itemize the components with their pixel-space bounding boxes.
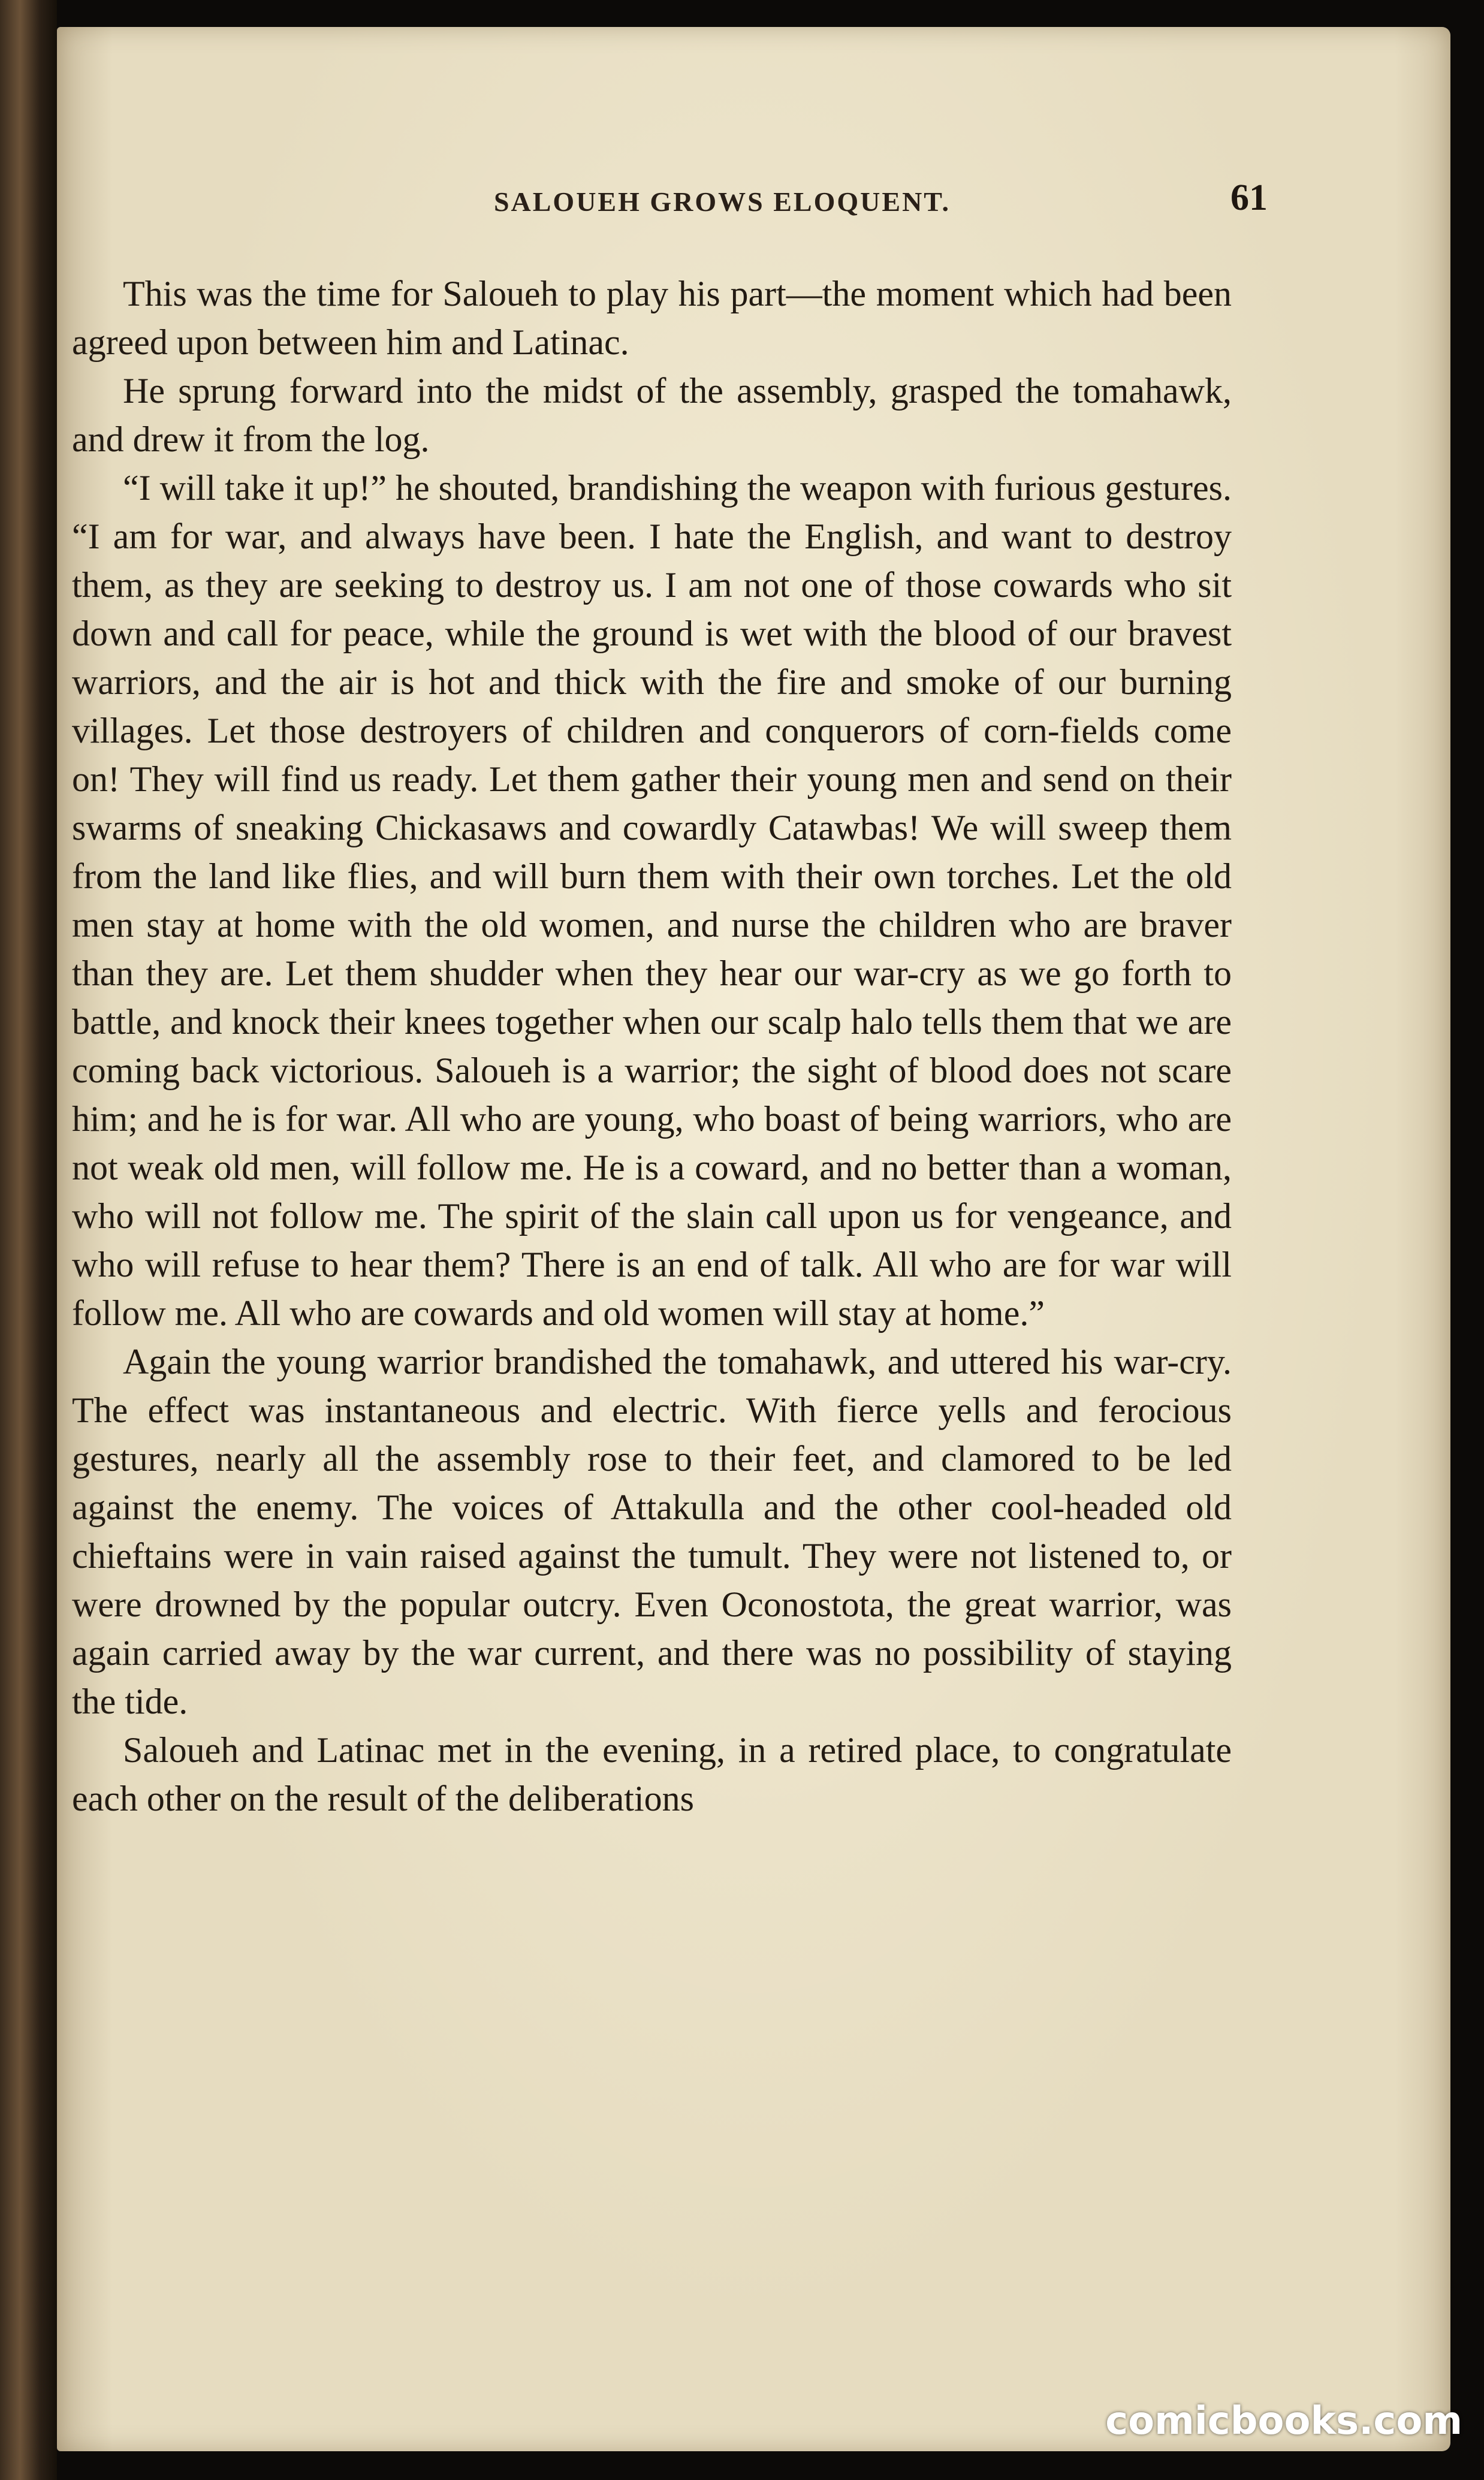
paragraph: This was the time for Saloueh to play his part—the moment which had been agreed upon between him and Latinac. [72, 274, 1232, 362]
book-page [57, 27, 1450, 2451]
running-head [57, 162, 1450, 234]
paragraph: He sprung forward into the midst of the assembly, grasped the tomahawk, and drew it from the log. [72, 371, 1232, 459]
paragraph: Again the young warrior brandished the tomahawk, and uttered his war-cry. The effect was instantaneous and electric. With fierce yells and ferocious gestures, nearly all the assembly rose to their feet, and clamored to be led against the enemy. The voices of Attakulla and the other cool-headed old chieftains were in vain raised against the tumult. They were not listened to, or were drowned by the popular outcry. Even Oconostota, the great warrior, was again carried away by the war current, and there was no possibility of staying the tide. [72, 1342, 1232, 1721]
body-text [72, 270, 1232, 1823]
running-head-title: SALOUEH GROWS ELOQUENT. [493, 186, 951, 217]
paragraph: Saloueh and Latinac met in the evening, in a retired place, to congratulate each other on the result of the deliberations [72, 1730, 1232, 1818]
page-number: 61 [1230, 177, 1268, 218]
book-spine [0, 0, 57, 2480]
paragraph: “I will take it up!” he shouted, brandishing the weapon with furious gestures. “I am for war, and always have been. I hate the English, and want to destroy them, as they are seeking to destroy us. I am not one of those cowards who sit down and call for peace, while the ground is wet with the blood of our bravest warriors, and the air is hot and thick with the fire and smoke of our burning villages. Let those destroyers of children and conquerors of corn-fields come on! They will find us ready. Let them gather their young men and send on their swarms of sneaking Chickasaws and cowardly Catawbas! We will sweep them from the land like flies, and will burn them with their own torches. Let the old men stay at home with the old women, and nurse the children who are braver than they are. Let them shudder when they hear our war-cry as we go forth to battle, and knock their knees together when our scalp halo tells them that we are coming back victorious. Saloueh is a warrior; the sight of blood does not scare him; and he is for war. All who are young, who boast of being warriors, who are not weak old men, will follow me. He is a coward, and no better than a woman, who will not follow me. The spirit of the slain call upon us for vengeance, and who will refuse to hear them? There is an end of talk. All who are for war will follow me. All who are cowards and old women will stay at home.” [72, 468, 1232, 1333]
watermark: comicbooks.com [1105, 2399, 1462, 2443]
